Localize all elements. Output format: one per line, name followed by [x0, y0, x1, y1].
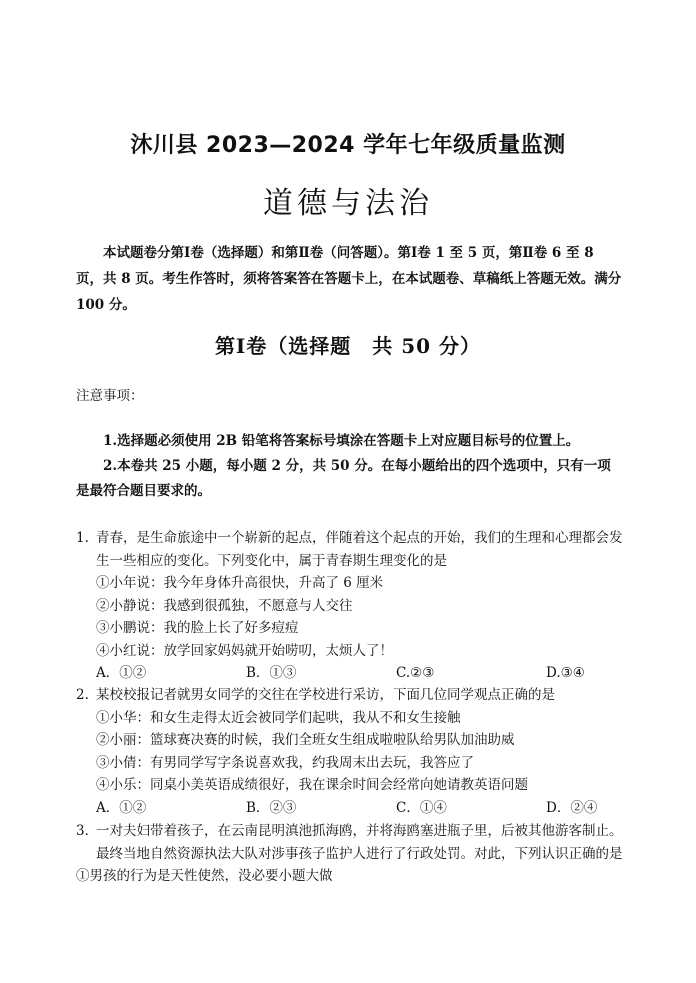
statement-3: ③小倩：有男同学写字条说喜欢我，约我周末出去玩，我答应了	[96, 754, 474, 771]
question-number: 2.	[76, 687, 89, 703]
statement-1: ①小华：和女生走得太近会被同学们起哄，我从不和女生接触	[96, 709, 461, 726]
question-number: 1.	[76, 530, 89, 546]
statement-1: ①男孩的行为是天性使然，没必要小题大做	[76, 868, 333, 884]
question-text: 某校校报记者就男女同学的交往在学校进行采访，下面几位同学观点正确的是	[96, 687, 555, 703]
notice-item: 1.选择题必须使用 2B 铅笔将答案标号填涂在答题卡上对应题目标号的位置上。	[103, 433, 580, 449]
instructions-text: 本试题卷分第Ⅰ卷（选择题）和第Ⅱ卷（问答题）。第Ⅰ卷 1 至 5 页，第Ⅱ卷 6 至 8 页，共 8 页。考生作答时，须将答案答在答题卡上，在本试题卷、草稿纸上答题无效。满分 100 分。	[76, 245, 622, 313]
question-1	[76, 527, 626, 685]
choice-d: D．②④	[546, 799, 598, 816]
subject-title: 道德与法治	[263, 186, 433, 221]
answer-choices	[76, 662, 626, 685]
exam-instructions	[76, 240, 624, 318]
statement-2: ②小丽：篮球赛决赛的时候，我们全班女生组成啦啦队给男队加油助威	[96, 732, 515, 748]
choice-a: A．①②	[96, 799, 147, 816]
answer-choices	[76, 797, 626, 820]
notice-heading: 注意事项：	[76, 388, 144, 404]
choice-a: A．①②	[96, 665, 147, 681]
question-number: 3．	[76, 823, 99, 839]
choice-c: C．①④	[396, 799, 447, 816]
question-stem	[76, 527, 626, 572]
question-3	[76, 820, 626, 888]
question-2	[76, 684, 626, 819]
notice-item: 2.本卷共 25 小题，每小题 2 分，共 50 分。在每小题给出的四个选项中，只有一项是最符合题目要求的。	[76, 458, 611, 499]
statement-2: ②小静说：我感到很孤独，不愿意与人交往	[96, 597, 353, 614]
choice-c: C.②③	[396, 665, 435, 681]
question-text: 青春，是生命旅途中一个崭新的起点，伴随着这个起点的开始，我们的生理和心理都会发生一些相应的变化。下列变化中，属于青春期生理变化的是	[96, 530, 623, 569]
choice-b: B．①③	[246, 665, 297, 681]
question-text: 一对夫妇带着孩子，在云南昆明滇池抓海鸥，并将海鸥塞进瓶子里，后被其他游客制止。最终当地自然资源执法大队对涉事孩子监护人进行了行政处罚。对此，下列认识正确的是	[96, 823, 623, 862]
choice-b: B．②③	[246, 799, 297, 816]
statement-4: ④小乐：同桌小美英语成绩很好，我在课余时间会经常向她请教英语问题	[96, 777, 528, 793]
question-stem	[76, 684, 626, 707]
notice-list	[76, 429, 624, 504]
statement-1: ①小年说：我今年身体升高很快，升高了 6 厘米	[96, 575, 384, 591]
statement-4: ④小红说：放学回家妈妈就开始唠叨，太烦人了！	[96, 642, 393, 659]
exam-title: 沐川县 2023—2024 学年七年级质量监测	[130, 133, 566, 158]
choice-d: D.③④	[546, 665, 585, 681]
question-stem	[76, 820, 626, 865]
section-title: 第Ⅰ卷（选择题 共 50 分）	[214, 334, 482, 358]
statement-3: ③小鹏说：我的脸上长了好多痘痘	[96, 620, 299, 636]
